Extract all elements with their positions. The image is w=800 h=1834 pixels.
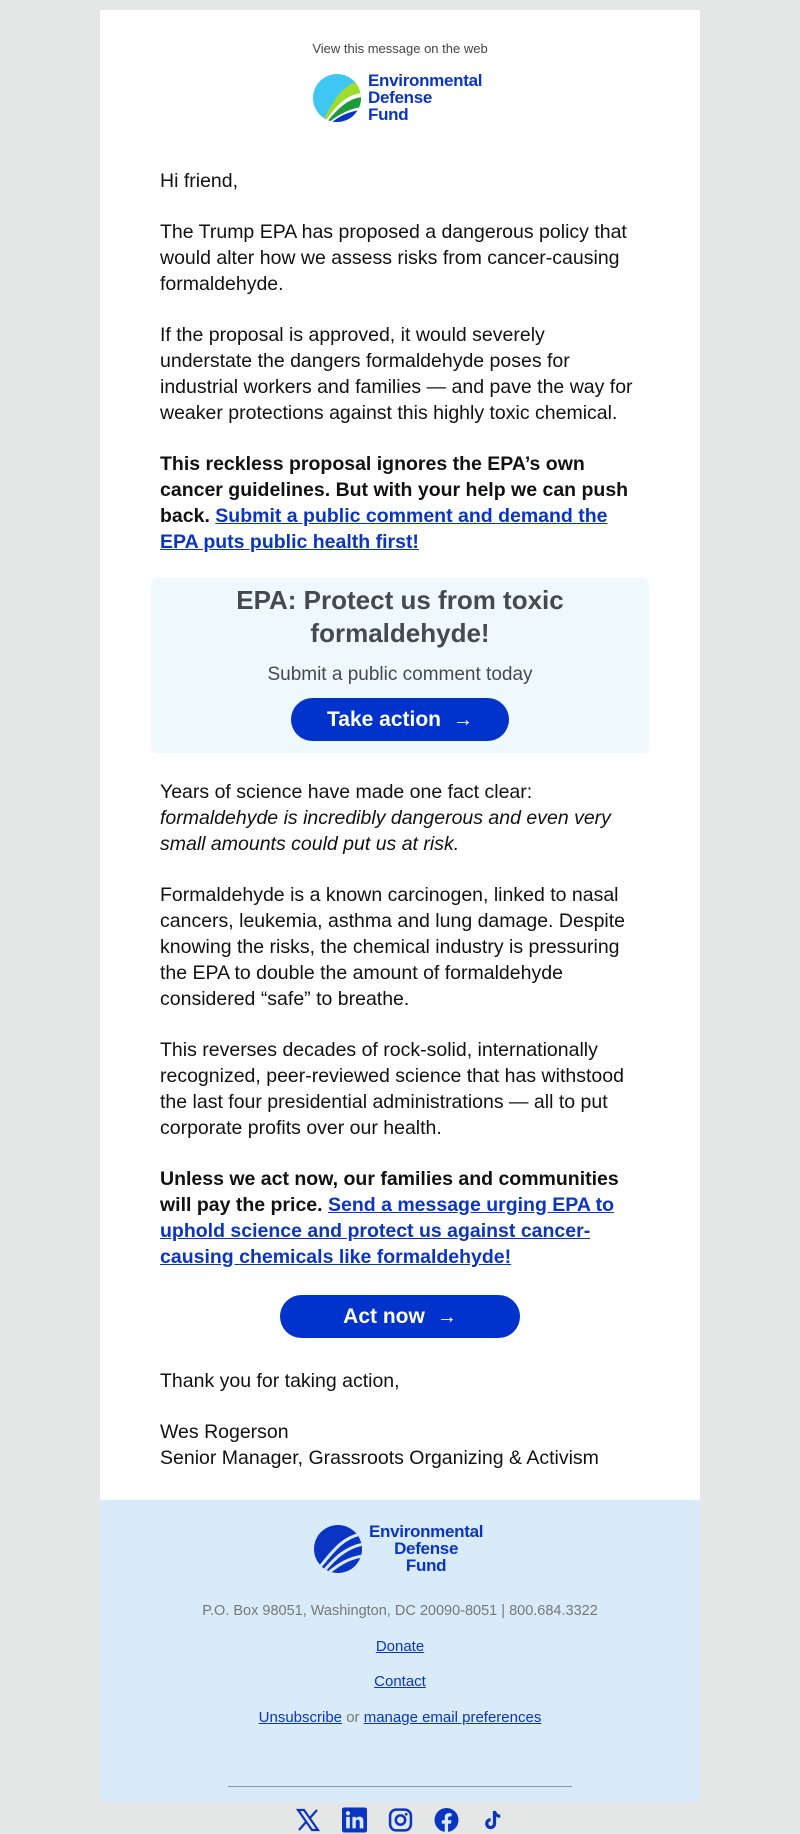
address: P.O. Box 98051, Washington, DC 20090-8051 | 800.684.3322	[202, 1603, 598, 1619]
cta-box	[151, 578, 649, 753]
arrow-right-icon: →	[436, 1305, 457, 1328]
cta-subtitle: Submit a public comment today	[267, 664, 533, 685]
send-message-link[interactable]: Send a message urging EPA to uphold science and protect us against cancer-causing chemicals like formaldehyde!	[160, 1194, 615, 1268]
cta-title: EPA: Protect us from toxic formaldehyde!	[236, 585, 564, 648]
logo-line-1: Environmental	[368, 71, 483, 90]
act-now-button[interactable]	[280, 1295, 520, 1338]
edf-logo	[312, 72, 482, 123]
submit-comment-link[interactable]: Submit a public comment and demand the EPA puts public health first!	[160, 505, 608, 553]
paragraph-4	[160, 779, 640, 857]
bold-text: Unless we act now, our families and communities will pay the price.	[160, 1168, 619, 1216]
email-card	[100, 10, 700, 1500]
donate-link[interactable]: Donate	[375, 1638, 425, 1655]
unsubscribe-row	[100, 1709, 700, 1726]
signoff: Thank you for taking action,	[160, 1370, 400, 1392]
logo-line-1: Environmental	[369, 1522, 484, 1541]
take-action-button[interactable]	[291, 698, 509, 741]
act-now-label: Act now	[343, 1304, 425, 1328]
logo-line-2: Defense	[394, 1539, 459, 1558]
italic-text: formaldehyde is incredibly dangerous and even very small amounts could put us at risk.	[160, 807, 611, 855]
paragraph-5: Formaldehyde is a known carcinogen, linked to nasal cancers, leukemia, asthma and lung damage. Despite knowing the risks, the chemical industry is pressuring the EPA to double the amount of formaldehyde considered “safe” to breathe.	[160, 884, 626, 1010]
social-links	[100, 1806, 700, 1834]
logo-line-3: Fund	[368, 105, 409, 124]
manage-preferences-link[interactable]: manage email preferences	[363, 1709, 542, 1726]
logo-line-2: Defense	[368, 88, 433, 107]
paragraph-6: This reverses decades of rock-solid, internationally recognized, peer-reviewed science that has withstood the last four presidential administrations — all to put corporate profits over our health.	[160, 1039, 624, 1139]
linkedin-icon[interactable]	[341, 1806, 367, 1834]
take-action-label: Take action	[327, 707, 441, 731]
greeting: Hi friend,	[160, 170, 239, 192]
paragraph-1: The Trump EPA has proposed a dangerous policy that would alter how we assess risks from cancer-causing formaldehyde.	[160, 221, 627, 295]
logo-line-3: Fund	[405, 1556, 447, 1575]
view-on-web-link[interactable]: View this message on the web	[312, 41, 488, 56]
edf-globe-icon	[312, 73, 362, 123]
plain-text: Years of science have made one fact clear:	[160, 781, 533, 803]
donate-row	[100, 1638, 700, 1655]
tiktok-icon[interactable]	[479, 1806, 505, 1834]
paragraph-7	[160, 1166, 640, 1270]
email-body	[160, 168, 640, 1471]
unsubscribe-link[interactable]: Unsubscribe	[258, 1709, 343, 1726]
paragraph-2: If the proposal is approved, it would severely understate the dangers formaldehyde poses for industrial workers and families — and pave the way for weaker protections against this highly toxic chemical.	[160, 324, 633, 424]
footer	[100, 1500, 700, 1802]
or-text: or	[346, 1709, 360, 1726]
bold-text: This reckless proposal ignores the EPA’s own cancer guidelines. But with your help we can push back.	[160, 453, 629, 527]
facebook-icon[interactable]	[433, 1806, 459, 1834]
paragraph-3	[160, 451, 640, 555]
arrow-right-icon: →	[452, 708, 473, 731]
act-now-wrapper	[160, 1295, 640, 1338]
footer-logo	[313, 1523, 483, 1574]
edf-globe-icon	[313, 1524, 363, 1574]
contact-row	[100, 1673, 700, 1690]
signer-name: Wes Rogerson	[160, 1421, 289, 1443]
instagram-icon[interactable]	[387, 1806, 413, 1834]
divider	[228, 1786, 572, 1787]
signer-title: Senior Manager, Grassroots Organizing & Activism	[160, 1447, 599, 1469]
contact-link[interactable]: Contact	[374, 1673, 426, 1690]
x-icon[interactable]	[295, 1806, 321, 1834]
